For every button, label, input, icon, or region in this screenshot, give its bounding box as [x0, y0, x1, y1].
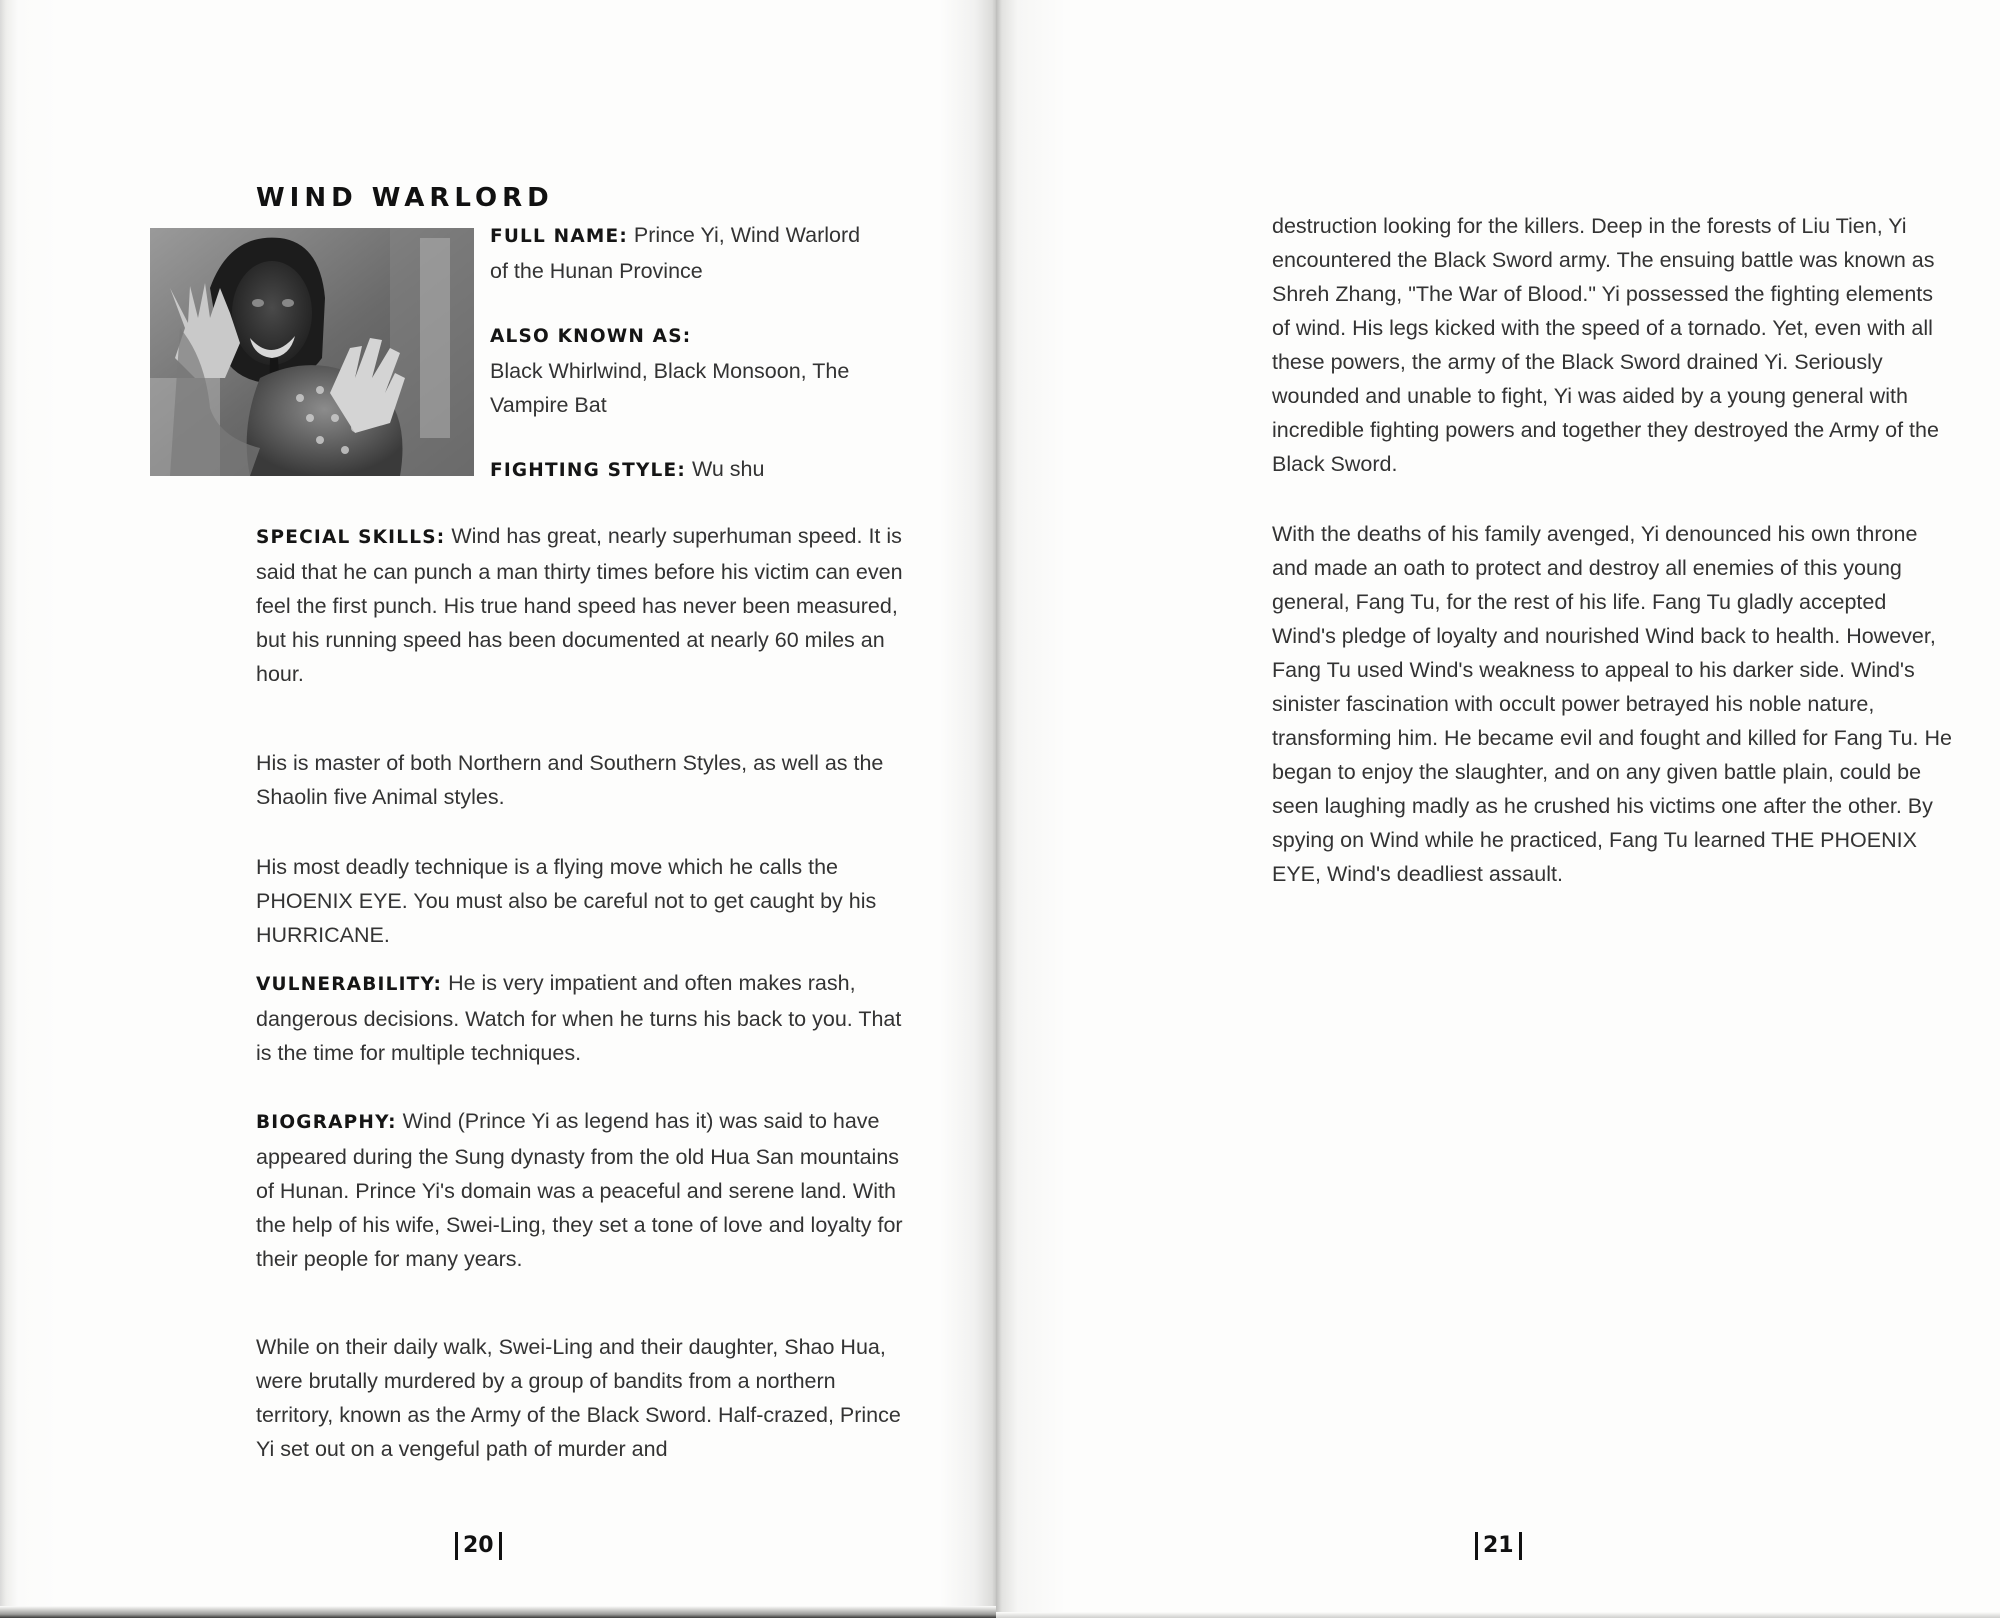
vulnerability-paragraph: [256, 966, 916, 1070]
special-skills-text: Wind has great, nearly superhuman speed. It is said that he can punch a man thirty times before his victim can even feel the first punch. His true hand speed has never been measured, but his running speed has been documented at nearly 60 miles an hour.: [256, 524, 903, 686]
page-number-bar: [455, 1532, 458, 1560]
page-number-right-value: 21: [1483, 1533, 1514, 1558]
full-name-label: FULL NAME:: [490, 226, 628, 247]
also-known-as-label: ALSO KNOWN AS:: [490, 326, 692, 347]
fighting-style-value: Wu shu: [691, 457, 765, 481]
biography-text: Wind (Prince Yi as legend has it) was said to have appeared during the Sung dynasty from the old Hua San mountains of Hunan. Prince Yi's domain was a peaceful and serene land. With the help of his wife, Swei-Ling, they set a tone of love and loyalty for their people for many years.: [256, 1109, 903, 1271]
avenged-paragraph: With the deaths of his family avenged, Yi denounced his own throne and made an oath to protect and destroy all enemies of this young general, Fang Tu, for the rest of his life. Fang Tu gladly accepted Wind's pledge of loyalty and nourished Wind back to health. However, Fang Tu used Wind's weakness to appeal to his darker side. Wind's sinister fascination with occult power betrayed his noble nature, transforming him. He became evil and fought and killed for Fang Tu. He began to enjoy the slaughter, and on any given battle plain, could be seen laughing madly as he crushed his victims one after the other. By spying on Wind while he practiced, Fang Tu learned THE PHOENIX EYE, Wind's deadliest assault.: [1272, 521, 1952, 886]
vulnerability-label: VULNERABILITY:: [256, 974, 443, 995]
also-known-as-field: [490, 318, 870, 422]
character-portrait: [150, 228, 474, 476]
styles-paragraph: His is master of both Northern and Southern Styles, as well as the Shaolin five Animal styles.: [256, 750, 884, 809]
full-name-value: Prince Yi, Wind Warlord of the Hunan Province: [490, 223, 861, 283]
right-page-bottom-edge: [996, 1612, 2000, 1618]
page-number-bar: [499, 1532, 502, 1560]
page-title: WIND WARLORD: [256, 183, 554, 213]
page-number-left: [450, 1532, 507, 1560]
fighting-style-label: FIGHTING STYLE:: [490, 460, 686, 481]
special-skills-paragraph: [256, 519, 916, 691]
full-name-field: [490, 218, 870, 288]
biography-paragraph: [256, 1104, 916, 1276]
daily-walk-paragraph: While on their daily walk, Swei-Ling and their daughter, Shao Hua, were brutally murdered by a group of bandits from a northern territory, known as the Army of the Black Sword. Half-crazed, Prince Yi set out on a vengeful path of murder and: [256, 1334, 901, 1461]
technique-paragraph: His most deadly technique is a flying move which he calls the PHOENIX EYE. You must also be careful not to get caught by his HURRICANE.: [256, 854, 877, 947]
continuation-paragraph: destruction looking for the killers. Deep in the forests of Liu Tien, Yi encountered the Black Sword army. The ensuing battle was known as Shreh Zhang, "The War of Blood." Yi possessed the fighting elements of wind. His legs kicked with the speed of a tornado. Yet, even with all these powers, the army of the Black Sword drained Yi. Seriously wounded and unable to fight, Yi was aided by a young general with incredible fighting powers and together they destroyed the Army of the Black Sword.: [1272, 213, 1939, 476]
vulnerability-text: He is very impatient and often makes rash, dangerous decisions. Watch for when he turns his back to you. That is the time for multiple techniques.: [256, 971, 902, 1065]
biography-label: BIOGRAPHY:: [256, 1112, 397, 1133]
left-page-bottom-edge: [0, 1606, 996, 1618]
page-number-bar: [1475, 1532, 1478, 1560]
page-number-right: [1470, 1532, 1527, 1560]
also-known-as-value: Black Whirlwind, Black Monsoon, The Vampire Bat: [490, 359, 850, 417]
page-number-left-value: 20: [463, 1533, 494, 1558]
special-skills-label: SPECIAL SKILLS:: [256, 527, 446, 548]
page-number-bar: [1519, 1532, 1522, 1560]
fighting-style-field: [490, 452, 870, 488]
